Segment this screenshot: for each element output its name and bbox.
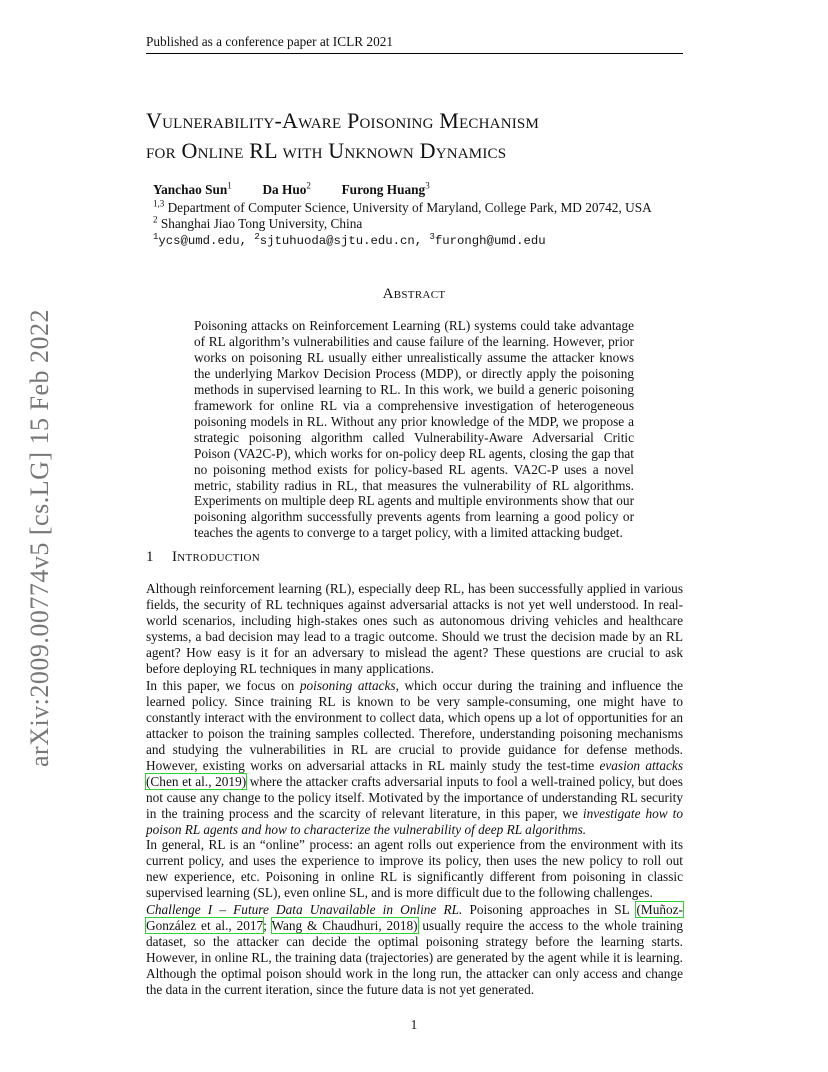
email-3-sup: 3 (429, 232, 435, 242)
affiliation-1-sup: 1,3 (153, 198, 165, 209)
p4-text-a: Poisoning approaches in SL (462, 902, 637, 917)
email-2-sup: 2 (254, 232, 260, 242)
author-2-sup: 2 (306, 180, 311, 191)
header-rule (146, 53, 683, 54)
section-heading (146, 549, 260, 566)
email-2: sjtuhuoda@sjtu.edu.cn (259, 234, 415, 249)
paragraph-4 (146, 902, 683, 998)
p4-text-b: usually require the access to the whole training dataset, so the attacker can decide the optimal poisoning strategy before the learning starts. However, in online RL, the training data (trajectories) are generated by the agent while it is learning. Although the optimal poison should work in the long run, the attacker can only access and change the data in the current iteration, since the future data is not yet generated. (146, 917, 684, 997)
author-list (153, 182, 430, 198)
citation-link-wang[interactable]: Wang & Chaudhuri, 2018) (271, 917, 418, 933)
affiliation-1 (153, 200, 652, 216)
paragraph-3: In general, RL is an “online” process: an agent rolls out experience from the environment with its current policy, and uses the experience to improve its policy, then uses the new policy to roll out new experience, etc. Poisoning in online RL is significantly different from poisoning in classic supervised learning (SL), even online SL, and is more difficult due to the following challenges. (146, 837, 683, 900)
p2-text-a: In this paper, we focus on (146, 678, 300, 693)
abstract-heading (0, 286, 828, 303)
citation-link-munoz[interactable]: (Muñoz-González et al., 2017 (146, 902, 683, 933)
p4-sep: ; (263, 917, 272, 933)
p2-emph-investigate: investigate how to poison RL agents and how to characterize the vulnerability of deep RL algorithms. (146, 805, 683, 837)
arxiv-stamp (0, 0, 54, 768)
running-header: Published as a conference paper at ICLR 2021 (146, 34, 394, 49)
abstract-heading-text: Abstract (382, 286, 446, 302)
title-line-2 (146, 136, 706, 166)
arxiv-stamp-text: arXiv:2009.00774v5 [cs.LG] 15 Feb 2022 (25, 308, 54, 768)
affiliation-2 (153, 216, 362, 232)
author-3: Furong Huang (341, 182, 426, 197)
author-1-sup: 1 (227, 180, 232, 191)
author-1: Yanchao Sun (153, 182, 228, 197)
email-1-sup: 1 (153, 232, 159, 242)
affiliation-1-text: Department of Computer Science, University of Maryland, College Park, MD 20742, USA (164, 200, 652, 215)
email-3: furongh@umd.edu (434, 234, 546, 249)
author-3-sup: 3 (425, 180, 430, 191)
email-list: $^1$ycs@umd.edu, $^2$sjtuhuoda@sjtu.edu.cn, $^3$furongh@umd.edu (153, 232, 546, 249)
title-line-2-text: for Online RL with Unknown Dynamics (146, 138, 507, 163)
paragraph-1: Although reinforcement learning (RL), especially deep RL, has been successfully applied in various fields, the security of RL techniques against adversarial attacks is not yet well understood. In real-world scenarios, including high-stakes ones such as autonomous driving vehicles and healthcare systems, a bad decision may lead to a tragic outcome. Should we trust the decision made by an RL agent? How easy is it for an adversary to mislead the agent? These questions are crucial to ask before deploying RL techniques in many applications. (146, 581, 683, 676)
author-2: Da Huo (262, 182, 307, 197)
p2-emph-evasion: evasion attacks (599, 757, 684, 773)
paragraph-2 (146, 678, 683, 838)
section-number: 1 (146, 549, 154, 565)
p2-text-b: , which occur during the training and influence the learned policy. Since training RL is known to be very sample-consuming, one might have to constantly interact with the environment to collect data, which opens up a lot of opportunities for an attacker to poison the training samples collected. Therefore, understanding poisoning mechanisms and studying the vulnerabilities in RL are crucial to provide guidance for defense methods. However, existing works on adversarial attacks in RL mainly study the test-time (146, 678, 683, 773)
email-1: ycs@umd.edu (158, 234, 240, 249)
citation-link-chen[interactable]: (Chen et al., 2019) (146, 773, 247, 789)
p4-challenge-heading: Challenge I – Future Data Unavailable in Online RL. (146, 902, 463, 917)
title-line-1 (146, 106, 706, 136)
title-line-1-text: Vulnerability-Aware Poisoning Mechanism (146, 108, 540, 133)
p2-text-c: where the attacker crafts adversarial inputs to fool a well-trained policy, but does not cause any change to the policy itself. Motivated by the importance of understanding RL security in the training process and the scarcity of relevant literature, in this paper, we (146, 773, 683, 821)
affiliation-2-sup: 2 (153, 214, 158, 225)
paper-title (146, 106, 706, 166)
p2-emph-poisoning: poisoning attacks (299, 678, 396, 693)
page-number: 1 (410, 1017, 418, 1032)
abstract-body: Poisoning attacks on Reinforcement Learning (RL) systems could take advantage of RL algorithm’s vulnerabilities and cause failure of the learning. However, prior works on poisoning RL usually either unrealistically assume the attacker knows the underlying Markov Decision Process (MDP), or directly apply the poisoning methods in supervised learning to RL. In this work, we build a generic poisoning framework for online RL via a comprehensive investigation of heterogeneous poisoning models in RL. Without any prior knowledge of the MDP, we propose a strategic poisoning algorithm called Vulnerability-Aware Adversarial Critic Poison (VA2C-P), which works for on-policy deep RL agents, closing the gap that no poisoning method exists for policy-based RL agents. VA2C-P uses a novel metric, stability radius in RL, that measures the vulnerability of RL algorithms. Experiments on multiple deep RL agents and multiple environments show that our poisoning algorithm successfully prevents agents from learning a good policy or teaches the agents to converge to a target policy, with a limited attacking budget. (194, 318, 634, 541)
affiliation-2-text: Shanghai Jiao Tong University, China (157, 216, 363, 231)
section-title: Introduction (172, 549, 261, 565)
